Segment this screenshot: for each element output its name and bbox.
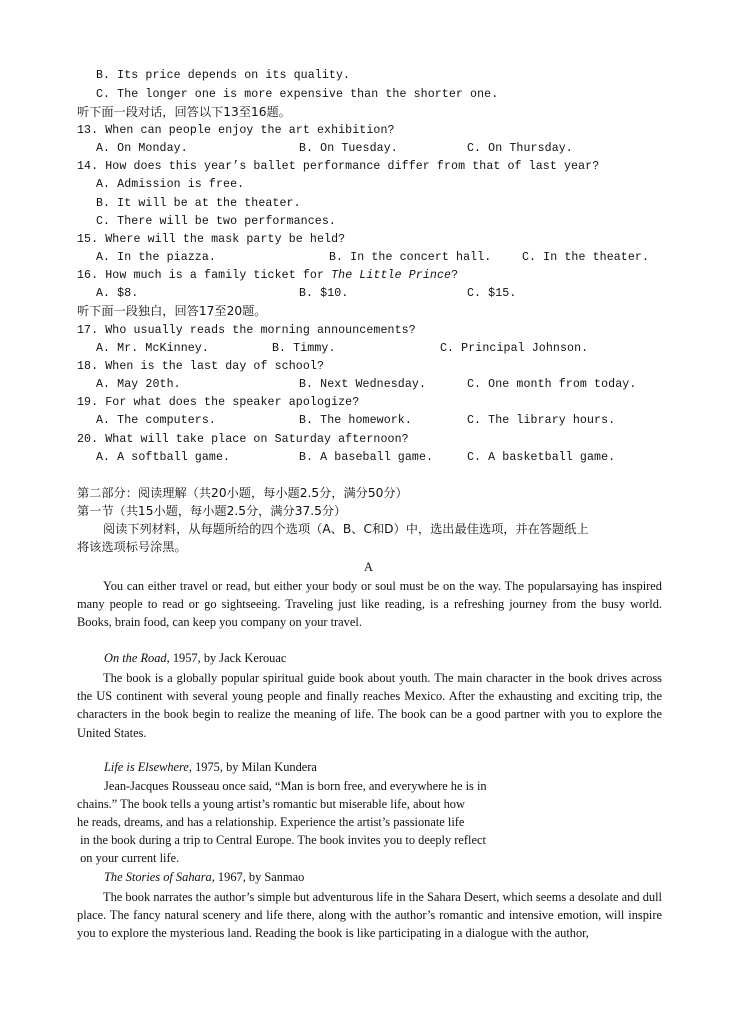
q16-prefix: 16. How much is a family ticket for	[77, 269, 332, 282]
part2-instruction-line2: 将该选项标号涂黑。	[77, 540, 187, 554]
book-heading-life-is-elsewhere	[104, 761, 317, 773]
q17-option-a: A. Mr. McKinney.	[96, 342, 209, 355]
book-heading-stories-of-sahara	[104, 871, 304, 883]
option-c-prev: C. The longer one is more expensive than the shorter one.	[96, 88, 499, 101]
q16-option-a: A. $8.	[96, 287, 139, 300]
q16-option-c: C. $15.	[467, 287, 517, 300]
book-title: The Stories of Sahara	[104, 870, 212, 884]
question-16	[77, 270, 458, 282]
book2-line-4: in the book during a trip to Central Europe. The book invites you to deeply reflect	[77, 833, 486, 847]
q20-option-a: A. A softball game.	[96, 451, 231, 464]
book-desc-text: The book is a globally popular spiritual guide book about youth. The main character in the book drives across the US continent with several young people and finally reaches Mexico. After the exhausting and exciting trip, the characters in the book begin to realize the meaning of life. The book can be a good partner with you to explore the United States.	[77, 671, 662, 740]
book-meta: , 1957, by Jack Kerouac	[166, 651, 287, 665]
book2-line-5: on your current life.	[77, 851, 180, 865]
book-meta: , 1967, by Sanmao	[211, 870, 305, 884]
question-15: 15. Where will the mask party be held?	[77, 233, 346, 246]
q19-option-c: C. The library hours.	[467, 414, 616, 427]
passage-label: A	[364, 560, 373, 574]
q20-option-b: B. A baseball game.	[299, 451, 434, 464]
part2-instruction-line1: 阅读下列材料，从每题所给的四个选项（A、B、C和D）中，选出最佳选项，并在答题纸上	[103, 522, 589, 536]
q15-option-b: B. In the concert hall.	[329, 251, 492, 264]
book2-line-2: chains.” The book tells a young artist’s romantic but miserable life, about how	[77, 797, 465, 811]
part2-section: 第一节（共15小题，每小题2.5分，满分37.5分）	[77, 504, 347, 518]
q16-option-b: B. $10.	[299, 287, 349, 300]
q14-option-c: C. There will be two performances.	[96, 215, 336, 228]
q14-option-b: B. It will be at the theater.	[96, 197, 301, 210]
passage-intro	[77, 577, 662, 632]
option-b-prev: B. Its price depends on its quality.	[96, 69, 351, 82]
book-heading-on-the-road	[104, 652, 286, 664]
question-19: 19. For what does the speaker apologize?	[77, 396, 360, 409]
q13-option-a: A. On Monday.	[96, 142, 188, 155]
book2-line-3: he reads, dreams, and has a relationship. Experience the artist’s passionate life	[77, 815, 465, 829]
question-20: 20. What will take place on Saturday afternoon?	[77, 433, 409, 446]
book-meta: , 1975, by Milan Kundera	[188, 760, 317, 774]
q18-option-c: C. One month from today.	[467, 378, 637, 391]
book2-line-1: Jean-Jacques Rousseau once said, “Man is born free, and everywhere he is in	[104, 779, 487, 793]
q15-option-c: C. In the theater.	[522, 251, 650, 264]
q16-book-title: The Little Prince	[331, 269, 452, 282]
q13-option-b: B. On Tuesday.	[299, 142, 398, 155]
q19-option-b: B. The homework.	[299, 414, 412, 427]
q14-option-a: A. Admission is free.	[96, 178, 245, 191]
book-desc-on-the-road	[77, 669, 662, 742]
q17-option-b: B. Timmy.	[272, 342, 336, 355]
q17-option-c: C. Principal Johnson.	[440, 342, 589, 355]
book-title: On the Road	[104, 651, 167, 665]
monologue-instruction: 听下面一段独白，回答17至20题。	[77, 304, 267, 318]
question-13: 13. When can people enjoy the art exhibition?	[77, 124, 395, 137]
book-title: Life is Elsewhere	[104, 760, 189, 774]
question-14: 14. How does this year’s ballet performance differ from that of last year?	[77, 160, 600, 173]
passage-intro-text: You can either travel or read, but either your body or soul must be on the way. The popularsaying has inspired many people to read or go sightseeing. Traveling just like reading, is a refreshing journey from the busy world. Books, brain food, can keep you company on your travel.	[77, 579, 662, 630]
q19-option-a: A. The computers.	[96, 414, 216, 427]
book-desc-stories-of-sahara	[77, 888, 662, 943]
q16-suffix: ?	[451, 269, 459, 282]
book-desc-text: The book narrates the author’s simple but adventurous life in the Sahara Desert, which seems a desolate and dull place. The fancy natural scenery and life there, along with the author’s romantic and intensive emotion, will inspire you to explore the mysterious land. Reading the book is like participating in a dialogue with the author,	[77, 890, 662, 941]
q18-option-b: B. Next Wednesday.	[299, 378, 427, 391]
q18-option-a: A. May 20th.	[96, 378, 181, 391]
q20-option-c: C. A basketball game.	[467, 451, 616, 464]
q13-option-c: C. On Thursday.	[467, 142, 573, 155]
part2-heading: 第二部分：阅读理解（共20小题，每小题2.5分，满分50分）	[77, 486, 408, 500]
dialogue-instruction: 听下面一段对话，回答以下13至16题。	[77, 105, 291, 119]
q15-option-a: A. In the piazza.	[96, 251, 216, 264]
question-18: 18. When is the last day of school?	[77, 360, 325, 373]
question-17: 17. Who usually reads the morning announcements?	[77, 324, 416, 337]
